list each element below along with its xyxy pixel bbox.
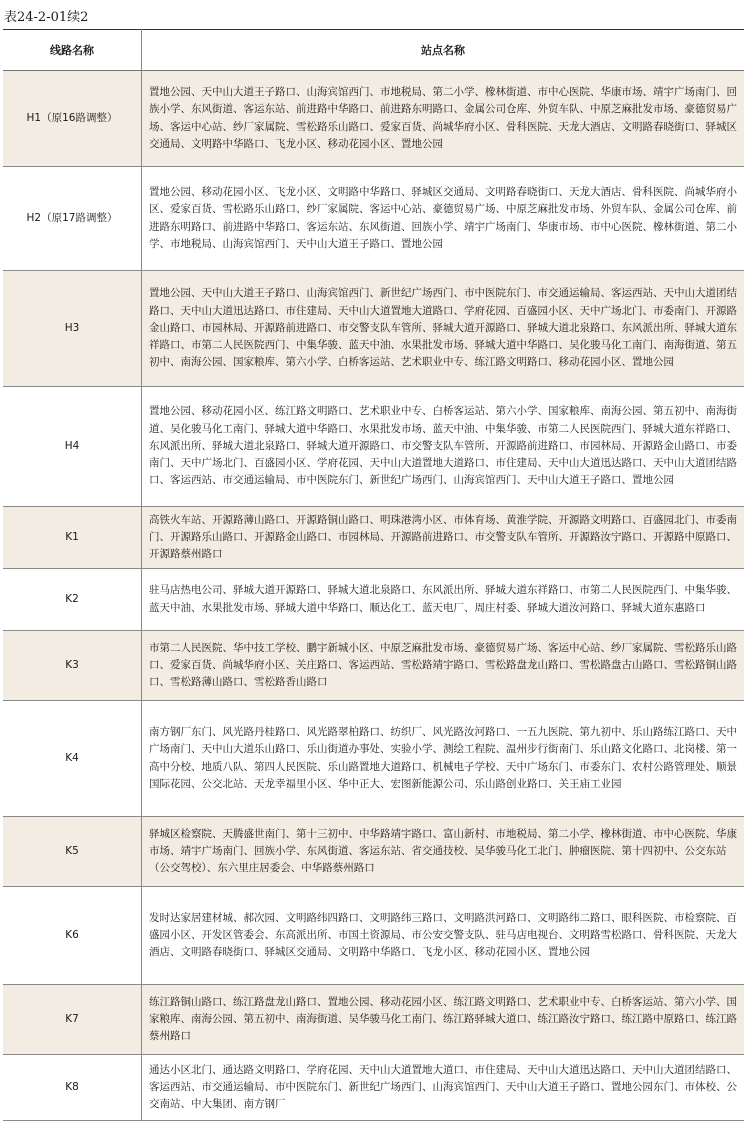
stops-cell: 置地公园、移动花园小区、练江路文明路口、艺术职业中专、白桥客运站、第六小学、国家粮库、南海公园、第五初中、南海街道、吴化骏马化工南门、驿城大道中华路口、水果批发市场、蓝天中油、中集华骏、市第二人民医院西门、驿城大道东祥路口、东风派出所、驿城大道北泉路口、驿城大道开源路口、市交警支队车管所、开源路前进路口、市园林局、开源路金山路口、市委南门、天中广场北门、百盛园小区、学府花园、天中山大道置地大道路口、市住建局、天中山大道迅达路口、天中山大道团结路口、客运西站、市交通运输局、市中医院东门、新世纪广场西门、山海宾馆西门、天中山大道王子路口、置地公园 <box>142 387 745 507</box>
header-row <box>3 30 744 71</box>
route-name-cell: K7 <box>3 985 142 1055</box>
route-name-cell: H2（原17路调整） <box>3 167 142 271</box>
route-name-cell: K2 <box>3 569 142 631</box>
route-name-cell: H4 <box>3 387 142 507</box>
route-table <box>3 29 744 1121</box>
stops-header: 站点名称 <box>142 30 745 71</box>
table-caption: 表24-2-01续2 <box>4 10 89 25</box>
route-name-cell: K4 <box>3 701 142 817</box>
route-name-cell: K1 <box>3 507 142 569</box>
table-row <box>3 817 744 887</box>
table-row <box>3 701 744 817</box>
route-name-header: 线路名称 <box>3 30 142 71</box>
table-row <box>3 271 744 387</box>
table-row <box>3 887 744 985</box>
table-row <box>3 631 744 701</box>
table-row <box>3 985 744 1055</box>
stops-cell: 市第二人民医院、华中技工学校、鹏宇新城小区、中原芝麻批发市场、豪德贸易广场、客运中心站、纱厂家属院、雪松路乐山路口、爱家百货、尚城华府小区、关庄路口、客运西站、雪松路靖宇路口、雪松路盘龙山路口、雪松路盘古山路口、雪松路铜山路口、雪松路薄山路口、雪松路香山路口 <box>142 631 745 701</box>
stops-cell: 置地公园、移动花园小区、飞龙小区、文明路中华路口、驿城区交通局、文明路春晓街口、天龙大酒店、骨科医院、尚城华府小区、爱家百货、雪松路乐山路口、纱厂家属院、客运中心站、豪德贸易广场、中原芝麻批发市场、外贸车队、金属公司仓库、前进路东明路口、前进路中华路口、客运东站、东风街道、回族小学、靖宇广场南门、华康市场、市中心医院、橡林街道、第二小学、市地税局、山海宾馆西门、天中山大道王子路口、置地公园 <box>142 167 745 271</box>
stops-cell: 练江路铜山路口、练江路盘龙山路口、置地公园、移动花园小区、练江路文明路口、艺术职业中专、白桥客运站、第六小学、国家粮库、南海公园、第五初中、南海街道、吴华骏马化工南门、练江路驿城大道口、练江路汝宁路口、练江路中原路口、练江路蔡州路口 <box>142 985 745 1055</box>
route-name-cell: K5 <box>3 817 142 887</box>
table-row <box>3 387 744 507</box>
stops-cell: 置地公园、天中山大道王子路口、山海宾馆西门、市地税局、第二小学、橡林街道、市中心医院、华康市场、靖宇广场南门、回族小学、东风街道、客运东站、前进路中华路口、前进路东明路口、金属公司仓库、外贸车队、中原芝麻批发市场、豪德贸易广场、客运中心站、纱厂家属院、雪松路乐山路口、爱家百货、尚城华府小区、骨科医院、天龙大酒店、文明路春晓街口、驿城区交通局、文明路中华路口、飞龙小区、移动花园小区、置地公园 <box>142 71 745 167</box>
stops-cell: 发时达家居建材城、郝次园、文明路纬四路口、文明路纬三路口、文明路洪河路口、文明路纬二路口、眼科医院、市检察院、百盛园小区、开发区管委会、东高派出所、市国土资源局、市公安交警支队、驻马店电视台、文明路雪松路口、骨科医院、天龙大酒店、文明路春晓街口、驿城区交通局、文明路中华路口、飞龙小区、移动花园小区、置地公园 <box>142 887 745 985</box>
stops-cell: 驿城区检察院、天腾盛世南门、第十三初中、中华路靖宇路口、富山新村、市地税局、第二小学、橡林街道、市中心医院、华康市场、靖宇广场南门、回族小学、东风街道、客运东站、省交通技校、吴华骏马化工北门、肿瘤医院、第十四初中、公交东站（公交驾校）、东六里庄居委会、中华路蔡州路口 <box>142 817 745 887</box>
stops-cell: 高铁火车站、开源路薄山路口、开源路铜山路口、明珠港湾小区、市体育场、黄淮学院、开源路文明路口、百盛园北门、市委南门、开源路乐山路口、开源路金山路口、市园林局、开源路前进路口、市交警支队车管所、开源路汝宁路口、开源路中原路口、开源路蔡州路口 <box>142 507 745 569</box>
stops-cell: 通达小区北门、通达路文明路口、学府花园、天中山大道置地大道口、市住建局、天中山大道迅达路口、天中山大道团结路口、客运西站、市交通运输局、市中医院东门、新世纪广场西门、山海宾馆西门、天中山大道王子路口、置地公园东门、市体校、公交南站、中大集团、南方钢厂 <box>142 1055 745 1121</box>
route-name-cell: K3 <box>3 631 142 701</box>
route-name-cell: H3 <box>3 271 142 387</box>
table-row <box>3 167 744 271</box>
route-name-cell: K6 <box>3 887 142 985</box>
route-name-cell: H1（原16路调整） <box>3 71 142 167</box>
stops-cell: 驻马店热电公司、驿城大道开源路口、驿城大道北泉路口、东风派出所、驿城大道东祥路口、市第二人民医院西门、中集华骏、蓝天中油、水果批发市场、驿城大道中华路口、顺达化工、蓝天电厂、周庄村委、驿城大道汝河路口、驿城大道东惠路口 <box>142 569 745 631</box>
table-row <box>3 71 744 167</box>
stops-cell: 南方钢厂东门、风光路丹桂路口、风光路翠柏路口、纺织厂、风光路汝河路口、一五九医院、第九初中、乐山路练江路口、天中广场南门、天中山大道乐山路口、乐山街道办事处、实验小学、测绘工程院、温州步行街南门、乐山路文化路口、北岗楼、第一高中分校、地质八队、第四人民医院、乐山路置地大道路口、机械电子学校、天中广场东门、市委东门、农村公路管理处、顺景国际花园、公交北站、天龙幸福里小区、华中正大、宏图新能源公司、乐山路创业路口、关王庙工业园 <box>142 701 745 817</box>
route-name-cell: K8 <box>3 1055 142 1121</box>
table-row <box>3 569 744 631</box>
table-row <box>3 1055 744 1121</box>
stops-cell: 置地公园、天中山大道王子路口、山海宾馆西门、新世纪广场西门、市中医院东门、市交通运输局、客运西站、天中山大道团结路口、天中山大道迅达路口、市住建局、天中山大道置地大道路口、学府花园、百盛园小区、天中广场北门、市委南门、开源路金山路口、市园林局、开源路前进路口、市交警支队车管所、驿城大道开源路口、驿城大道北泉路口、东风派出所、驿城大道东祥路口、市第二人民医院西门、中集华骏、蓝天中油、水果批发市场、驿城大道中华路口、吴化骏马化工南门、南海街道、第五初中、南海公园、国家粮库、第六小学、白桥客运站、艺术职业中专、练江路文明路口、移动花园小区、置地公园 <box>142 271 745 387</box>
table-row <box>3 507 744 569</box>
